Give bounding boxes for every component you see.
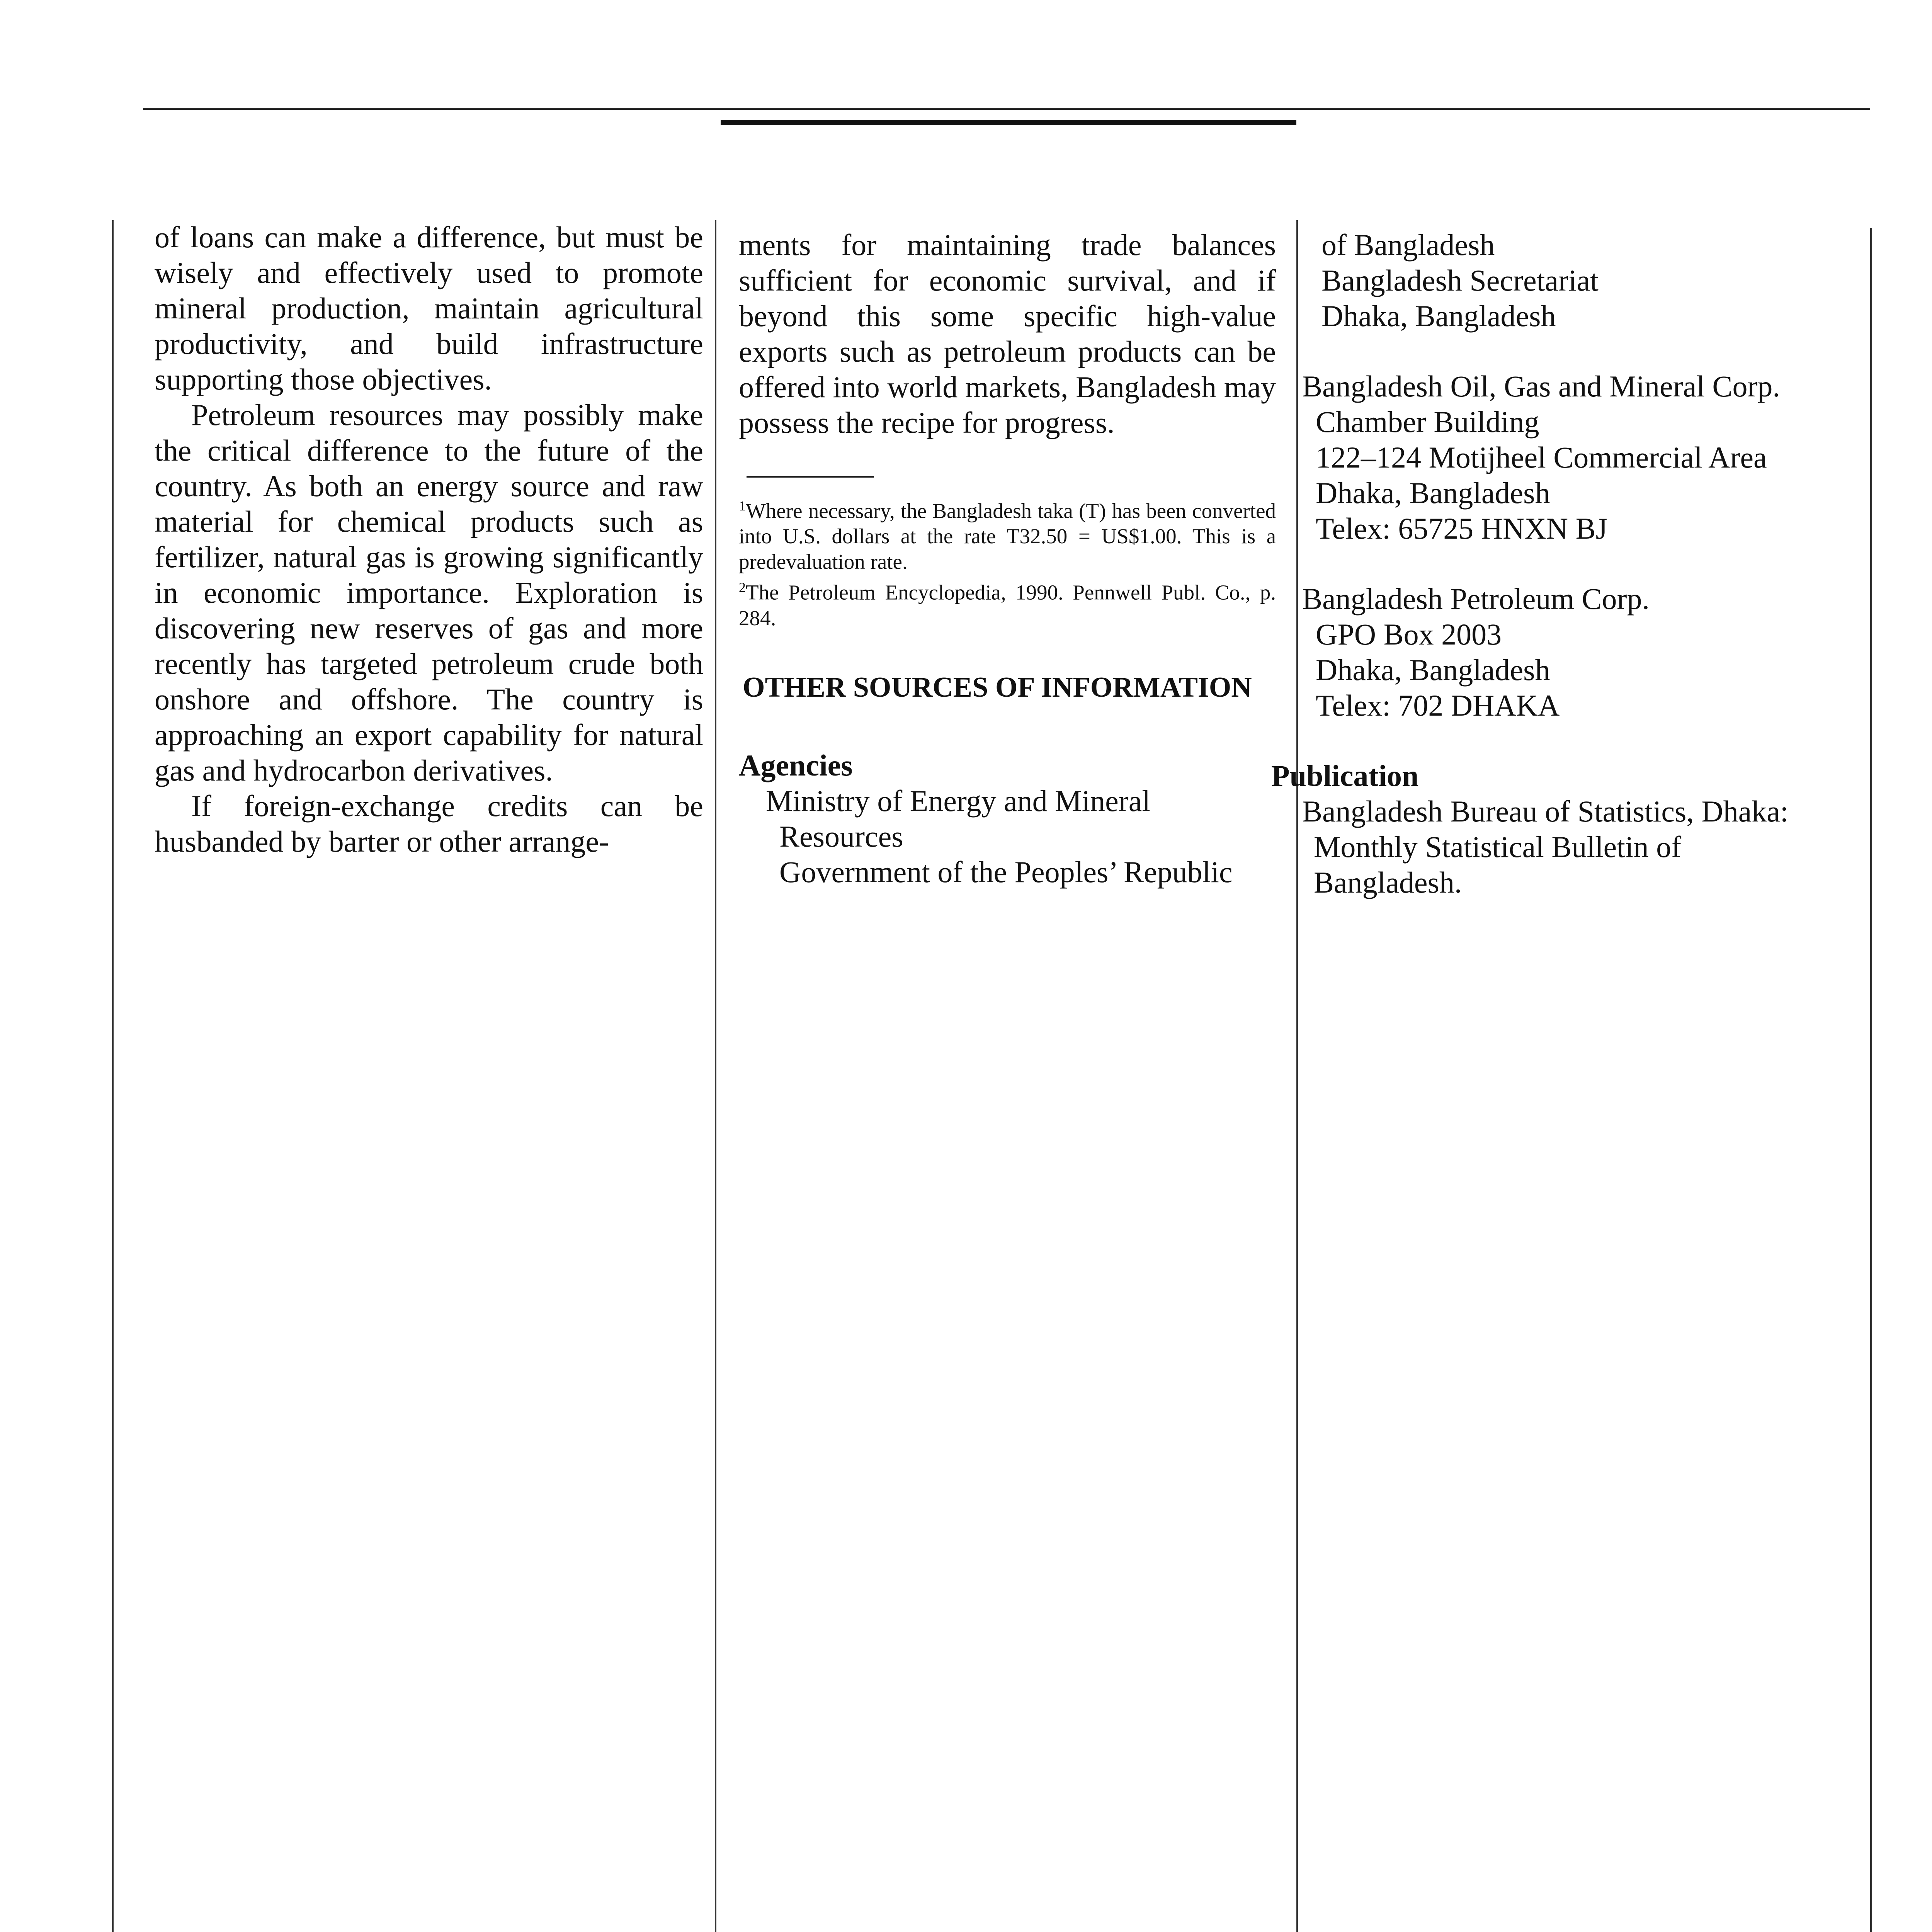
body-paragraph: If foreign-exchange credits can be husbanded by barter or other arrange- (155, 789, 703, 858)
footnote-number: 2 (739, 580, 746, 595)
agency-bpc (1302, 581, 1862, 723)
body-paragraph: ments for maintaining trade balances sufficient for economic survival, and if beyond this some specific high-value exports such as petroleum products can be offered into world markets, Bangladesh may possess the recipe for progress. (739, 228, 1276, 439)
column-divider-2 (1296, 220, 1298, 1932)
publication-line: Bangladesh. (1314, 866, 1462, 899)
address-line: Dhaka, Bangladesh (1321, 299, 1556, 333)
address-line: Dhaka, Bangladesh (1316, 476, 1550, 510)
address-line: Chamber Building (1316, 405, 1539, 439)
publication-line: Bangladesh Bureau of Statistics, Dhaka: (1302, 794, 1789, 828)
column-1 (155, 219, 703, 859)
column-divider-1 (715, 220, 716, 1932)
section-heading: OTHER SOURCES OF INFORMATION (743, 671, 1252, 703)
body-paragraph: Petroleum resources may possibly make the critical difference to the future of the country. As both an energy source and raw material for chemical products such as fertilizer, natural gas is growing significantly in economic importance. Exploration is discovering new reserves of gas and more recently has targeted petroleum crude both onshore and offshore. The country is approaching an export capability for natural gas and hydrocarbon derivatives. (155, 398, 703, 787)
column-divider-left (112, 220, 114, 1932)
address-line: Telex: 702 DHAKA (1316, 689, 1560, 722)
footnote-text: The Petroleum Encyclopedia, 1990. Pennwell Publ. Co., p. 284. (739, 580, 1276, 630)
footnote-2 (739, 575, 1276, 631)
body-paragraph: of loans can make a difference, but must be wisely and effectively used to promote mineral production, maintain agricultural productivity, and build infrastructure supporting those objectives. (155, 220, 703, 396)
agency-line: Government of the Peoples’ Republic (779, 855, 1233, 889)
top-rule (143, 108, 1870, 110)
footnote-1 (739, 493, 1276, 575)
agency-bogmc (1302, 369, 1862, 546)
agency-name: Bangladesh Petroleum Corp. (1302, 582, 1650, 616)
top-rule-bold-segment (721, 120, 1296, 125)
footnote-rule (747, 476, 874, 478)
address-line: GPO Box 2003 (1316, 617, 1502, 651)
address-line: Dhaka, Bangladesh (1316, 653, 1550, 687)
address-line: 122–124 Motijheel Commercial Area (1316, 440, 1767, 474)
agency-name: Bangladesh Oil, Gas and Mineral Corp. (1302, 369, 1780, 403)
agency-continuation (1302, 227, 1862, 334)
publication-line: Monthly Statistical Bulletin of (1314, 830, 1682, 864)
column-2 (739, 227, 1276, 890)
agency-line: Resources (779, 819, 903, 853)
address-line: Telex: 65725 HNXN BJ (1316, 512, 1607, 545)
publication-subheading: Publication (1271, 759, 1419, 793)
publication-section (1271, 758, 1862, 900)
address-line: of Bangladesh (1321, 228, 1495, 262)
footnote-number: 1 (739, 498, 746, 514)
column-3 (1271, 227, 1862, 900)
agencies-subheading: Agencies (739, 748, 853, 782)
agency-line: Ministry of Energy and Mineral (766, 784, 1151, 818)
address-line: Bangladesh Secretariat (1321, 264, 1599, 297)
column-divider-right (1870, 228, 1872, 1932)
footnote-text: Where necessary, the Bangladesh taka (T) has been converted into U.S. dollars at the rate T32.50 = US$1.00. This is a predevaluation rate. (739, 499, 1276, 574)
